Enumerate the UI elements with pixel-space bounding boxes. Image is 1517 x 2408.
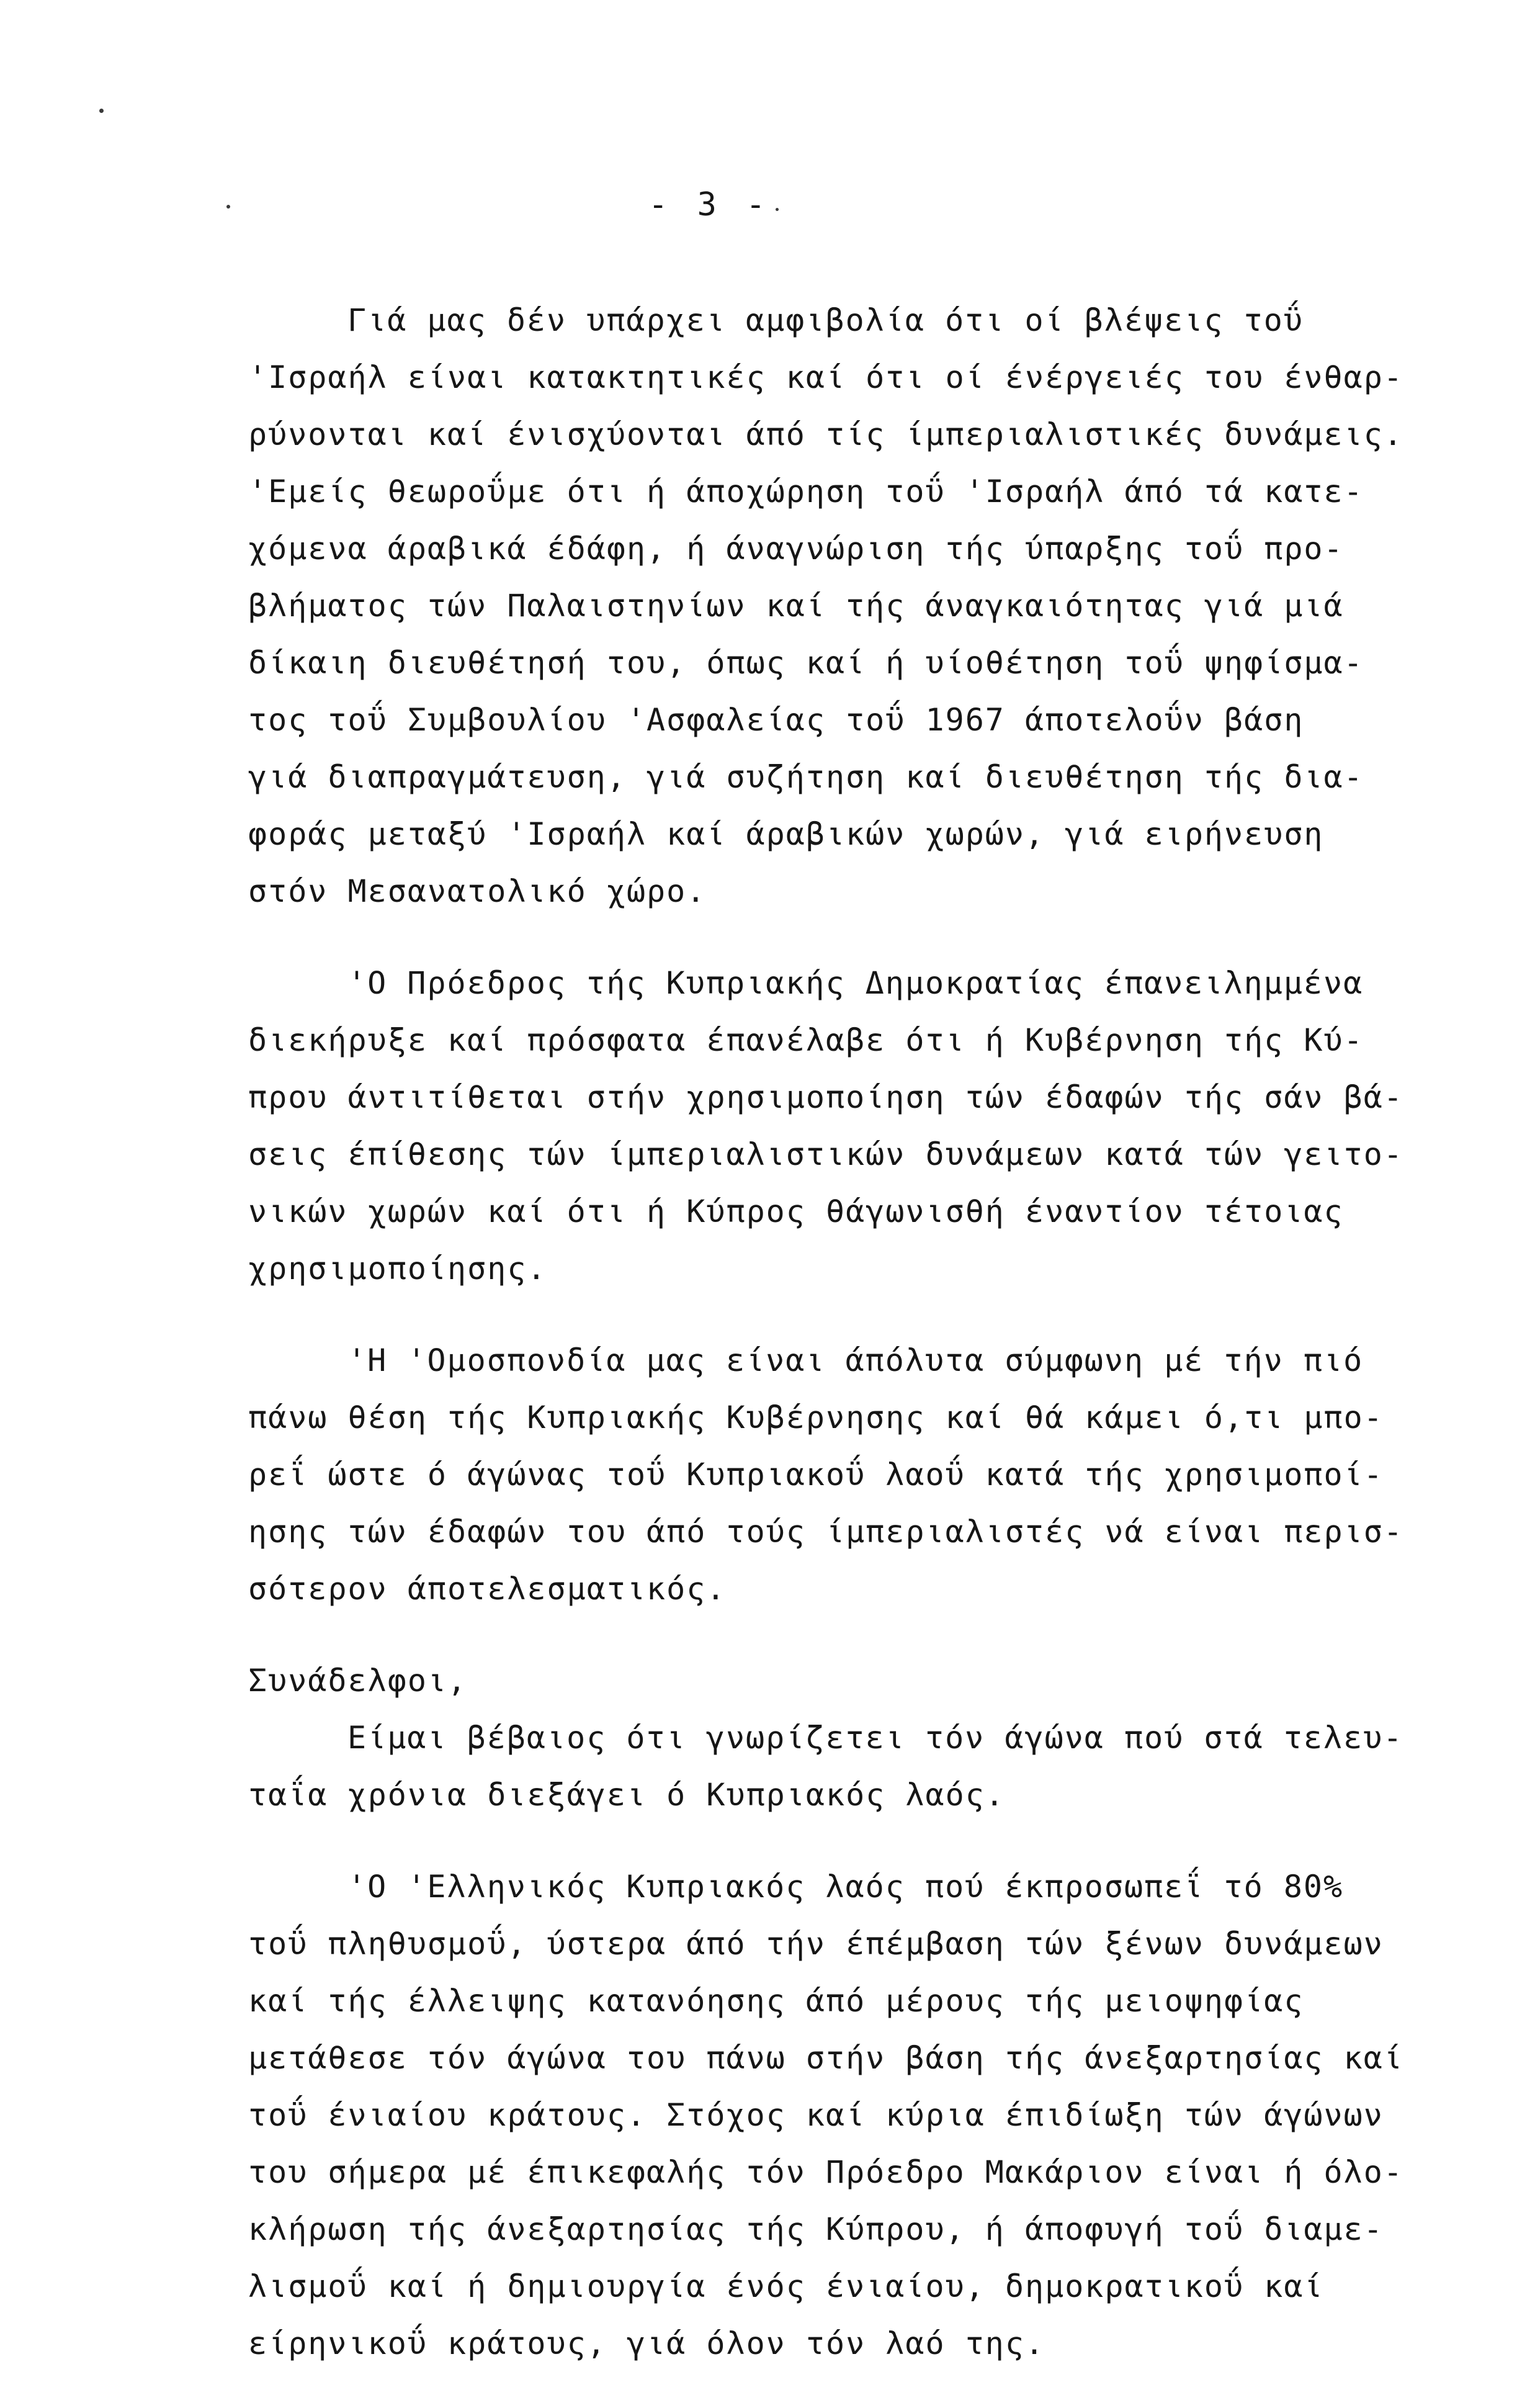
text-line: 'Ο Πρόεδρος τής Κυπριακής Δημοκρατίας έπανειλημμένα — [347, 965, 1364, 1001]
text-line: τοΰ πληθυσμοΰ, ύστερα άπό τήν έπέμβαση τών ξένων δυνάμεων — [248, 1926, 1384, 1962]
text-line: 'Εμείς θεωροΰμε ότι ή άποχώρηση τοΰ 'Ισραήλ άπό τά κατε- — [248, 474, 1364, 510]
text-line: τοΰ ένιαίου κράτους. Στόχος καί κύρια έπιδίωξη τών άγώνων — [248, 2097, 1384, 2133]
text-line: χρησιμοποίησης. — [248, 1251, 547, 1287]
text-line: σεις έπίθεσης τών ίμπεριαλιστικών δυνάμεων κατά τών γειτο- — [248, 1136, 1403, 1172]
text-line: 'Ο 'Ελληνικός Κυπριακός λαός πού έκπροσωπεΐ τό 80% — [347, 1869, 1344, 1905]
scan-speck — [776, 208, 779, 211]
paragraph-israel — [248, 292, 1403, 920]
text-line: ρεΐ ώστε ό άγώνας τοΰ Κυπριακοΰ λαοΰ κατά τής χρησιμοποί- — [248, 1457, 1384, 1493]
text-line: χόμενα άραβικά έδάφη, ή άναγνώριση τής ύπαρξης τοΰ προ- — [248, 531, 1344, 567]
paragraph-president — [248, 955, 1403, 1297]
text-line: μετάθεσε τόν άγώνα του πάνω στήν βάση τής άνεξαρτησίας καί — [248, 2040, 1403, 2076]
text-line: ταΐα χρόνια διεξάγει ό Κυπριακός λαός. — [248, 1777, 1005, 1813]
text-line: ρύνονται καί ένισχύονται άπό τίς ίμπεριαλιστικές δυνάμεις. — [248, 416, 1403, 452]
paragraph-federation — [248, 1332, 1403, 1617]
text-line: διεκήρυξε καί πρόσφατα έπανέλαβε ότι ή Κυβέρνηση τής Κύ- — [248, 1022, 1364, 1058]
page-number: - 3 - — [648, 186, 771, 223]
text-line: είρηνικοΰ κράτους, γιά όλον τόν λαό της. — [248, 2325, 1045, 2361]
text-line: τος τοΰ Συμβουλίου 'Ασφαλείας τοΰ 1967 άποτελοΰν βάση — [248, 702, 1304, 738]
paragraph-cypriot-people — [248, 1858, 1403, 2372]
paragraph-colleagues — [248, 1652, 1403, 1823]
scan-speck — [99, 109, 104, 113]
text-line: καί τής έλλειψης κατανόησης άπό μέρους τής μειοψηφίας — [248, 1983, 1304, 2019]
text-line: πάνω θέση τής Κυπριακής Κυβέρνησης καί θά κάμει ό,τι μπο- — [248, 1399, 1384, 1435]
text-line: Είμαι βέβαιος ότι γνωρίζετει τόν άγώνα πού στά τελευ- — [347, 1720, 1403, 1756]
text-line: βλήματος τών Παλαιστηνίων καί τής άναγκαιότητας γιά μιά — [248, 588, 1344, 624]
text-line: στόν Μεσανατολικό χώρο. — [248, 873, 707, 909]
text-line: γιά διαπραγμάτευση, γιά συζήτηση καί διευθέτηση τής δια- — [248, 759, 1364, 795]
text-line: δίκαιη διευθέτησή του, όπως καί ή υίοθέτηση τοΰ ψηφίσμα- — [248, 645, 1364, 681]
text-line: του σήμερα μέ έπικεφαλής τόν Πρόεδρο Μακάριον είναι ή όλο- — [248, 2154, 1403, 2190]
scan-speck — [226, 205, 230, 209]
text-line: ησης τών έδαφών του άπό τούς ίμπεριαλιστές νά είναι περισ- — [248, 1514, 1403, 1550]
salutation: Συνάδελφοι, — [248, 1663, 468, 1699]
document-body — [248, 292, 1403, 2407]
text-line: 'Ισραήλ είναι κατακτητικές καί ότι οί ένέργειές του ένθαρ- — [248, 359, 1403, 395]
text-line: σότερον άποτελεσματικός. — [248, 1571, 727, 1607]
text-line: Γιά μας δέν υπάρχει αμφιβολία ότι οί βλέψεις τοΰ — [347, 302, 1304, 338]
text-line: κλήρωση τής άνεξαρτησίας τής Κύπρου, ή άποφυγή τοΰ διαμε- — [248, 2211, 1384, 2247]
text-line: 'Η 'Ομοσπονδία μας είναι άπόλυτα σύμφωνη μέ τήν πιό — [347, 1342, 1364, 1378]
text-line: φοράς μεταξύ 'Ισραήλ καί άραβικών χωρών, γιά ειρήνευση — [248, 816, 1324, 852]
text-line: λισμοΰ καί ή δημιουργία ένός ένιαίου, δημοκρατικοΰ καί — [248, 2268, 1324, 2304]
text-line: πρου άντιτίθεται στήν χρησιμοποίηση τών έδαφών τής σάν βά- — [248, 1079, 1403, 1115]
text-line: νικών χωρών καί ότι ή Κύπρος θάγωνισθή έναντίον τέτοιας — [248, 1193, 1344, 1229]
